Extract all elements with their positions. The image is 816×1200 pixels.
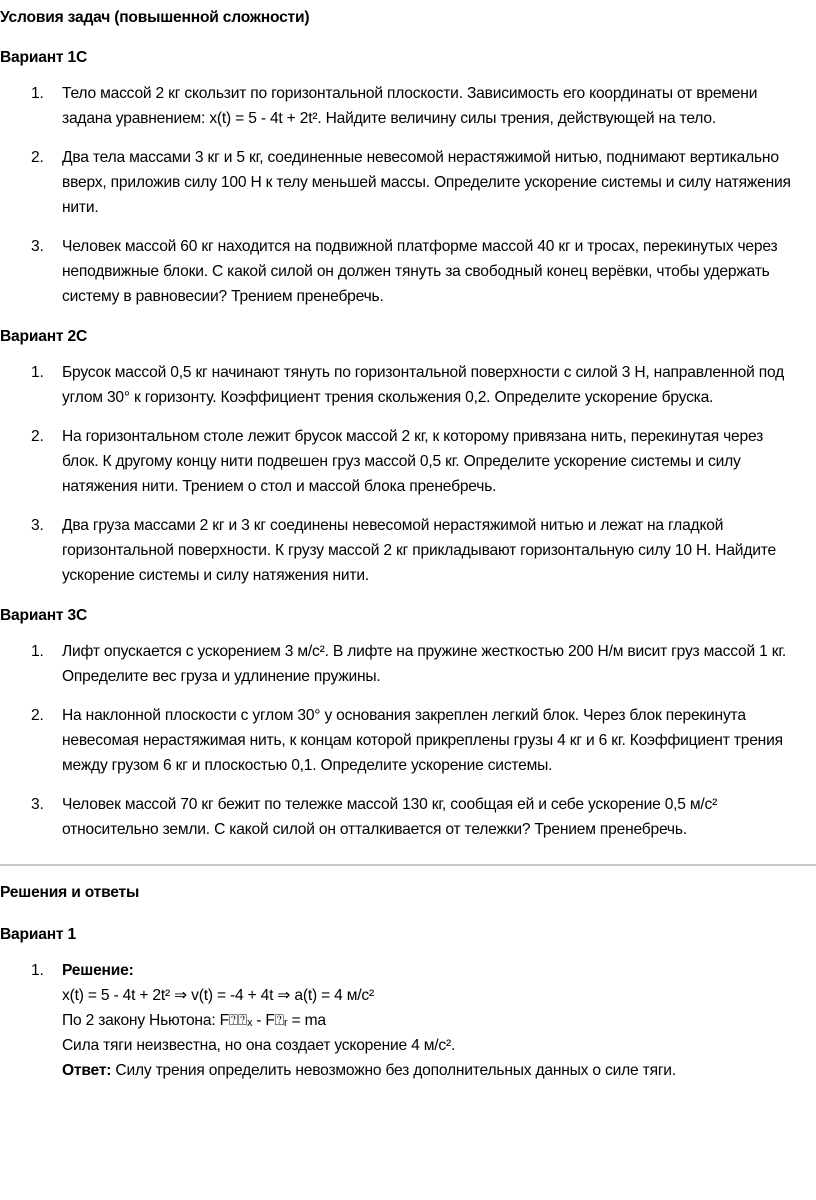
list-number: 2.: [31, 428, 44, 445]
solution-line: По 2 закону Ньютона: F⍰⍰ₓ - F⍰ᵣ = ma: [62, 1012, 326, 1029]
document-title: Условия задач (повышенной сложности): [0, 9, 310, 26]
list-number: 1.: [31, 364, 44, 381]
task-list: [0, 81, 816, 309]
list-number: 3.: [31, 238, 44, 255]
task-item: [0, 792, 802, 842]
solutions-variant-heading: Вариант 1: [0, 926, 76, 943]
task-item: [0, 360, 802, 410]
variant-heading: Вариант 3С: [0, 607, 88, 624]
list-number: 1.: [31, 962, 44, 979]
task-text: Два тела массами 3 кг и 5 кг, соединенные невесомой нерастяжимой нитью, поднимают вертикально вверх, приложив силу 100 Н к телу меньшей массы. Определите ускорение системы и силу натяжения нити.: [62, 149, 791, 216]
list-number: 2.: [31, 149, 44, 166]
task-text: Человек массой 70 кг бежит по тележке массой 130 кг, сообщая ей и себе ускорение 0,5 м/с² относительно земли. С какой силой он отталкивается от тележки? Трением пренебречь.: [62, 796, 718, 838]
variant-heading: Вариант 1С: [0, 49, 88, 66]
task-item: [0, 513, 802, 588]
list-number: 3.: [31, 517, 44, 534]
list-number: 3.: [31, 796, 44, 813]
list-number: 1.: [31, 643, 44, 660]
task-item: [0, 145, 802, 220]
answer-text: Силу трения определить невозможно без дополнительных данных о силе тяги.: [111, 1062, 676, 1079]
task-text: На горизонтальном столе лежит брусок массой 2 кг, к которому привязана нить, перекинутая через блок. К другому концу нити подвешен груз массой 0,5 кг. Определите ускорение системы и силу натяжения нити. Трением о стол и массой блока пренебречь.: [62, 428, 764, 495]
task-item: [0, 639, 802, 689]
task-list: [0, 360, 816, 588]
task-text: Лифт опускается с ускорением 3 м/с². В лифте на пружине жесткостью 200 Н/м висит груз массой 1 кг. Определите вес груза и удлинение пружины.: [62, 643, 787, 685]
task-item: [0, 703, 802, 778]
task-text: Человек массой 60 кг находится на подвижной платформе массой 40 кг и тросах, перекинутых через неподвижные блоки. С какой силой он должен тянуть за свободный конец верёвки, чтобы удержать систему в равновесии? Трением пренебречь.: [62, 238, 778, 305]
task-text: Брусок массой 0,5 кг начинают тянуть по горизонтальной поверхности с силой 3 Н, направленной под углом 30° к горизонту. Коэффициент трения скольжения 0,2. Определите ускорение бруска.: [62, 364, 785, 406]
variants: [0, 45, 816, 842]
task-item: [0, 234, 802, 309]
task-text: Два груза массами 2 кг и 3 кг соединены невесомой нерастяжимой нитью и лежат на гладкой горизонтальной поверхности. К грузу массой 2 кг прикладывают горизонтальную силу 10 Н. Найдите ускорение системы и силу натяжения нити.: [62, 517, 776, 584]
divider: [0, 864, 816, 866]
task-text: На наклонной плоскости с углом 30° у основания закреплен легкий блок. Через блок перекинута невесомая нерастяжимая нить, к концам которой прикреплены грузы 4 кг и 6 кг. Коэффициент трения между грузом 6 кг и плоскостью 0,1. Определите ускорение системы.: [62, 707, 783, 774]
list-number: 1.: [31, 85, 44, 102]
task-text: Тело массой 2 кг скользит по горизонтальной плоскости. Зависимость его координаты от времени задана уравнением: x(t) = 5 - 4t + 2t². Найдите величину силы трения, действующей на тело.: [62, 85, 758, 127]
solution-label: Решение:: [62, 962, 134, 979]
answer-label: Ответ:: [62, 1062, 112, 1079]
solution-item: [0, 958, 802, 1083]
task-item: [0, 81, 802, 131]
solutions-list: [0, 958, 816, 1083]
task-item: [0, 424, 802, 499]
task-list: [0, 639, 816, 842]
solution-line: Сила тяги неизвестна, но она создает ускорение 4 м/с².: [62, 1037, 456, 1054]
answer-line: [62, 1058, 802, 1083]
solution-line: x(t) = 5 - 4t + 2t² ⇒ v(t) = -4 + 4t ⇒ a(t) = 4 м/с²: [62, 987, 374, 1004]
variant-heading: Вариант 2С: [0, 328, 88, 345]
list-number: 2.: [31, 707, 44, 724]
solutions-heading: Решения и ответы: [0, 884, 140, 901]
